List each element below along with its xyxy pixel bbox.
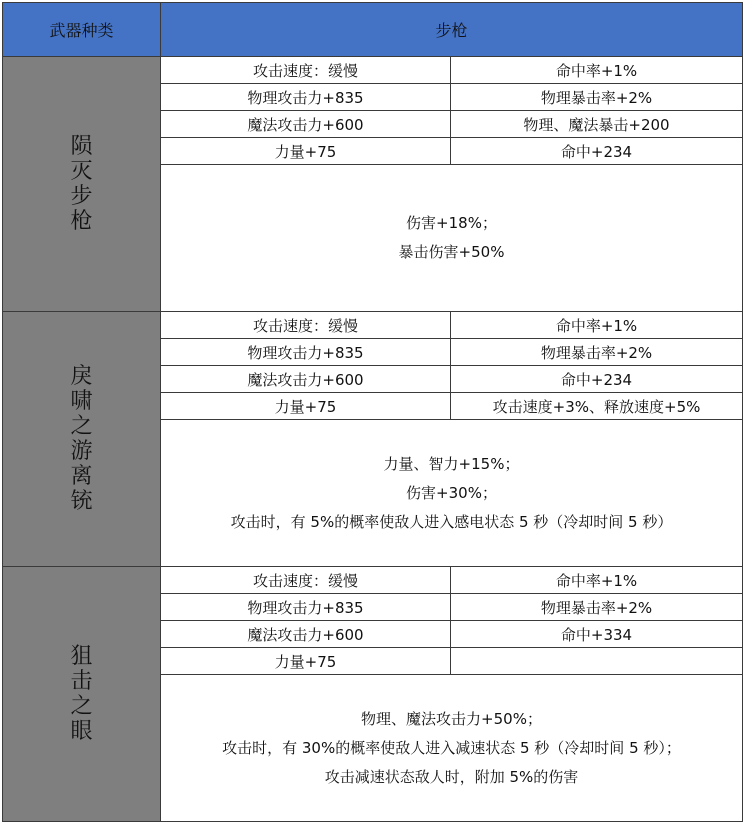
header-weapon-type: 武器种类 [3, 3, 161, 57]
effect-line: 物理、魔法攻击力+50%； [361, 709, 542, 728]
attr-cell: 命中+234 [451, 138, 743, 165]
effects-cell [161, 165, 743, 312]
effect-line: 暴击伤害+50% [398, 243, 505, 261]
weapon-name: 戾啸之游离铳 [3, 312, 161, 567]
attr-cell: 力量+75 [161, 648, 451, 675]
weapon-name: 陨灭步枪 [3, 57, 161, 312]
attr-cell: 攻击速度：缓慢 [161, 567, 451, 594]
attr-cell: 攻击速度：缓慢 [161, 312, 451, 339]
attr-cell: 命中率+1% [451, 567, 743, 594]
attr-cell: 物理、魔法暴击+200 [451, 111, 743, 138]
attr-cell: 魔法攻击力+600 [161, 111, 451, 138]
attr-cell: 命中率+1% [451, 312, 743, 339]
attr-cell: 物理攻击力+835 [161, 339, 451, 366]
effect-line: 伤害+18%； [406, 214, 497, 232]
attr-cell: 攻击速度+3%、释放速度+5% [451, 393, 743, 420]
weapon-name: 狙击之眼 [3, 567, 161, 822]
attr-cell: 物理暴击率+2% [451, 594, 743, 621]
header-category: 步枪 [161, 3, 743, 57]
effect-line: 伤害+30%； [406, 483, 497, 502]
effect-line: 力量、智力+15%； [383, 454, 520, 473]
attr-cell: 物理攻击力+835 [161, 594, 451, 621]
attr-cell: 攻击速度：缓慢 [161, 57, 451, 84]
effect-line: 攻击减速状态敌人时，附加 5%的伤害 [324, 767, 579, 786]
effect-line: 攻击时，有 5%的概率使敌人进入感电状态 5 秒（冷却时间 5 秒） [230, 512, 673, 531]
attr-cell: 命中+234 [451, 366, 743, 393]
attr-cell: 力量+75 [161, 138, 451, 165]
attr-cell: 物理暴击率+2% [451, 339, 743, 366]
attr-cell: 魔法攻击力+600 [161, 366, 451, 393]
attr-cell: 命中+334 [451, 621, 743, 648]
attr-cell: 物理暴击率+2% [451, 84, 743, 111]
attr-cell: 物理攻击力+835 [161, 84, 451, 111]
attr-cell: 魔法攻击力+600 [161, 621, 451, 648]
effects-cell [161, 675, 743, 822]
weapon-table [2, 2, 743, 822]
effects-cell [161, 420, 743, 567]
attr-cell: 力量+75 [161, 393, 451, 420]
attr-cell [451, 648, 743, 675]
attr-cell: 命中率+1% [451, 57, 743, 84]
effect-line: 攻击时，有 30%的概率使敌人进入减速状态 5 秒（冷却时间 5 秒）； [222, 738, 681, 757]
